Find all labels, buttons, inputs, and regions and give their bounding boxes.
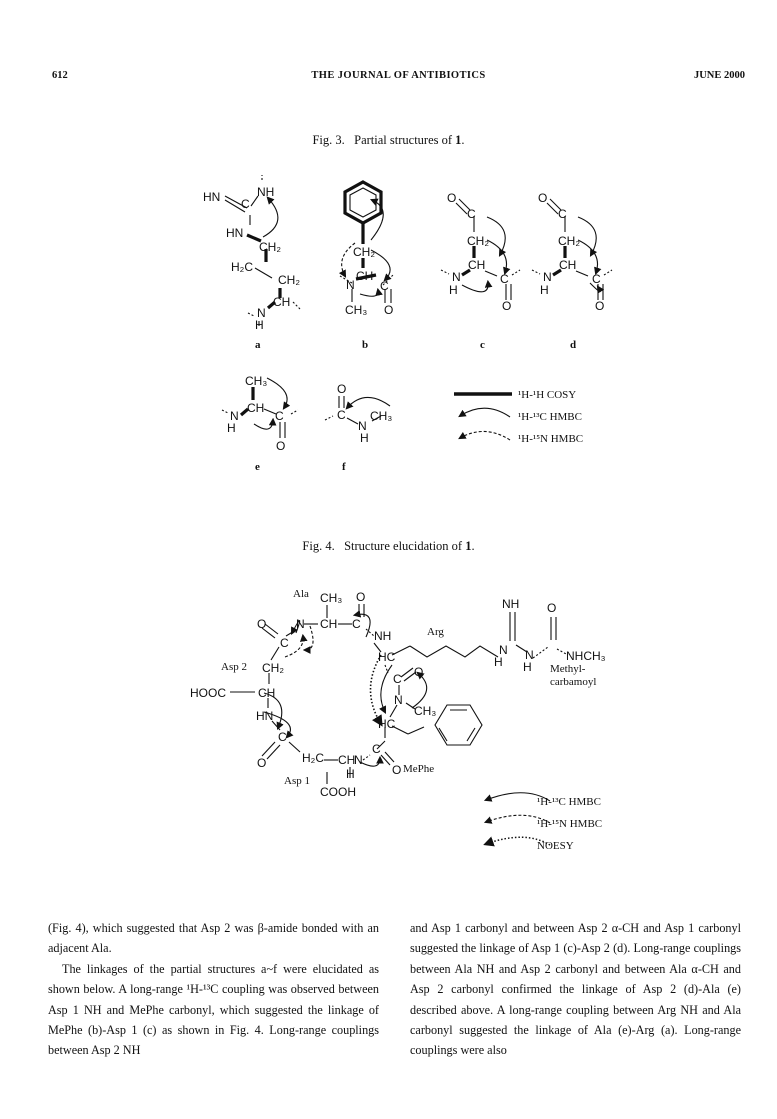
struct-d-ch: CH bbox=[559, 258, 577, 272]
struct-c-ch2: CH₂ bbox=[467, 234, 489, 248]
struct-c-ch: CH bbox=[468, 258, 486, 272]
fig4-mephe-ch3: CH₃ bbox=[414, 704, 437, 718]
struct-a-ch2: CH₂ bbox=[259, 240, 281, 254]
fig4-asp2-ch: CH bbox=[258, 686, 276, 700]
running-header bbox=[52, 70, 745, 86]
struct-a-ch2b: CH₂ bbox=[278, 273, 300, 287]
struct-a-hn2: HN bbox=[226, 226, 244, 240]
fig4-arg-c: C bbox=[393, 672, 402, 686]
fig4-mephe-o: O bbox=[392, 763, 402, 777]
fig3-label-c: c bbox=[480, 339, 485, 351]
left-paragraph-1: (Fig. 4), which suggested that Asp 2 was β-amide bonded with an adjacent Ala. bbox=[48, 921, 379, 956]
page-number: 612 bbox=[52, 70, 68, 81]
fig4-carbamoyl-o: O bbox=[547, 601, 557, 615]
fig3-label-e: e bbox=[255, 461, 260, 473]
fig4-asp1-n: N bbox=[354, 753, 363, 767]
fig4-asp2-ch2: CH₂ bbox=[262, 661, 284, 675]
struct-e-n: N bbox=[230, 409, 239, 423]
struct-a-hn: HN bbox=[203, 190, 221, 204]
fig4-ala-n: N bbox=[296, 617, 305, 631]
fig4-caption-text: Structure elucidation of bbox=[344, 539, 463, 553]
fig4-label-mephe: MePhe bbox=[403, 763, 435, 775]
struct-a-ch: CH bbox=[273, 295, 291, 309]
fig4-legend-hmbc-n: ¹H-¹⁵N HMBC bbox=[537, 818, 603, 830]
fig3-label-f: f bbox=[342, 461, 346, 473]
struct-f-c: C bbox=[337, 408, 346, 422]
fig3-label-d: d bbox=[570, 339, 577, 351]
fig4-asp1-h2c: H₂C bbox=[302, 751, 324, 765]
fig4-legend-hmbc-c: ¹H-¹³C HMBC bbox=[537, 796, 601, 808]
fig4-arg-n2: N bbox=[525, 648, 534, 662]
issue-date: JUNE 2000 bbox=[693, 70, 745, 81]
fig4-asp1-h: H bbox=[346, 767, 355, 781]
right-paragraph-1: and Asp 1 carbonyl and between Asp 2 α-CH and Asp 1 carbonyl suggested the linkage of Asp 1 (c)-Asp 2 (d). Long-range couplings between Ala NH and Asp 2 carbonyl and between Ala α-CH and Asp 2 carbonyl confirmed the linkage of Asp 2 (d)-Ala (e) described above. A long-range coupling between Arg NH and Ala carbonyl suggested the linkage of Ala (e)-Arg (a). Long-range couplings were also bbox=[410, 921, 741, 1058]
fig4-asp1-cooh: COOH bbox=[320, 785, 356, 799]
body-left-column bbox=[48, 918, 379, 1061]
fig4-ala-c: C bbox=[352, 617, 361, 631]
struct-b-c: C bbox=[380, 279, 389, 293]
fig4-asp2-c: C bbox=[280, 636, 289, 650]
struct-f-n: N bbox=[358, 419, 367, 433]
struct-f-o: O bbox=[337, 382, 347, 396]
struct-b-ch: CH bbox=[356, 269, 374, 283]
fig4-asp2-hooc: HOOC bbox=[190, 686, 226, 700]
body-right-column bbox=[410, 918, 741, 1061]
fig3-legend-hmbc-c: ¹H-¹³C HMBC bbox=[518, 411, 582, 423]
fig4-arg-n: N bbox=[499, 643, 508, 657]
fig4-asp1-c: C bbox=[278, 730, 287, 744]
struct-a-c: C bbox=[241, 197, 250, 211]
fig4-compound: 1 bbox=[465, 539, 472, 553]
struct-e-ch: CH bbox=[247, 401, 265, 415]
fig4-ala-ch: CH bbox=[320, 617, 338, 631]
fig4-asp1-ch: CH bbox=[338, 753, 356, 767]
fig4-ala-ch3: CH₃ bbox=[320, 591, 343, 605]
fig4-nhch3: NHCH₃ bbox=[566, 649, 606, 663]
struct-b-o: O bbox=[384, 303, 394, 317]
fig3-caption-prefix: Fig. 3. bbox=[312, 133, 345, 147]
struct-c-o2: O bbox=[502, 299, 512, 313]
struct-d-o: O bbox=[538, 191, 548, 205]
fig4-asp2-hn: HN bbox=[256, 709, 274, 723]
fig3-legend-hmbc-n: ¹H-¹⁵N HMBC bbox=[518, 433, 584, 445]
journal-title: THE JOURNAL OF ANTIBIOTICS bbox=[311, 70, 486, 81]
struct-b-ch2: CH₂ bbox=[353, 245, 375, 259]
fig3-caption: Fig. 3. Partial structures of 1. bbox=[312, 133, 465, 147]
struct-d-c2: C bbox=[592, 272, 601, 286]
fig4-arg-nh: NH bbox=[374, 629, 392, 643]
fig4-arg-hc: HC bbox=[378, 650, 396, 664]
struct-d-h: H bbox=[540, 283, 549, 297]
struct-b-n: N bbox=[346, 278, 355, 292]
fig4-mephe-n: N bbox=[394, 693, 403, 707]
struct-c-h: H bbox=[449, 283, 458, 297]
fig4-arg-h2: H bbox=[523, 660, 532, 674]
struct-d-ch2: CH₂ bbox=[558, 234, 580, 248]
fig3-compound: 1 bbox=[455, 133, 462, 147]
struct-a-n: N bbox=[257, 306, 266, 320]
left-paragraph-2: The linkages of the partial structures a~f were elucidated as shown below. A long-range ¹H-¹³C coupling was observed between Asp 1 NH and MePhe carbonyl, which suggested the linkage of MePhe (b)-Asp 1 (c) as shown in Fig. 4. Long-range couplings between Asp 2 NH bbox=[48, 961, 379, 1058]
struct-d-o2: O bbox=[595, 299, 605, 313]
fig4-arg-o: O bbox=[414, 665, 424, 679]
fig4-caption: Fig. 4. Structure elucidation of 1. bbox=[302, 539, 475, 553]
struct-e-c: C bbox=[275, 409, 284, 423]
fig4-arg-h: H bbox=[494, 655, 503, 669]
fig3-caption-text: Partial structures of bbox=[354, 133, 453, 147]
fig3-label-a: a bbox=[255, 339, 261, 351]
struct-c-c2: C bbox=[500, 272, 509, 286]
fig4-asp2-o: O bbox=[257, 617, 267, 631]
fig4-arg-nh-imine: NH bbox=[502, 597, 520, 611]
fig4-label-methyl: Methyl- bbox=[550, 663, 586, 675]
fig4-label-ala: Ala bbox=[293, 588, 309, 600]
struct-e-h: H bbox=[227, 421, 236, 435]
fig4-label-arg: Arg bbox=[427, 626, 444, 638]
fig3-label-b: b bbox=[362, 339, 369, 351]
fig3-legend-cosy: ¹H-¹H COSY bbox=[518, 389, 577, 401]
fig4-label-asp2: Asp 2 bbox=[221, 661, 247, 673]
fig4-asp1-o: O bbox=[257, 756, 267, 770]
struct-a-h2c: H₂C bbox=[231, 260, 253, 274]
struct-b-ch3: CH₃ bbox=[345, 303, 368, 317]
struct-d-c: C bbox=[558, 207, 567, 221]
struct-f-h: H bbox=[360, 431, 369, 445]
struct-e-o: O bbox=[276, 439, 286, 453]
fig4-mephe-hc: HC bbox=[378, 717, 396, 731]
fig4-structure bbox=[0, 570, 777, 860]
fig4-label-asp1: Asp 1 bbox=[284, 775, 310, 787]
struct-a-h: H bbox=[255, 318, 264, 332]
fig3-structures bbox=[0, 160, 777, 490]
struct-a-nh: NH bbox=[257, 185, 275, 199]
struct-d-n: N bbox=[543, 270, 552, 284]
struct-c-o: O bbox=[447, 191, 457, 205]
fig4-caption-prefix: Fig. 4. bbox=[302, 539, 335, 553]
fig4-legend-noesy: NOESY bbox=[537, 840, 574, 852]
struct-c-c: C bbox=[467, 207, 476, 221]
fig4-ala-o: O bbox=[356, 590, 366, 604]
struct-c-n: N bbox=[452, 270, 461, 284]
fig4-label-carbamoyl: carbamoyl bbox=[550, 676, 597, 688]
fig4-mephe-c: C bbox=[372, 742, 381, 756]
struct-e-ch3: CH₃ bbox=[245, 374, 268, 388]
struct-f-ch3: CH₃ bbox=[370, 409, 393, 423]
